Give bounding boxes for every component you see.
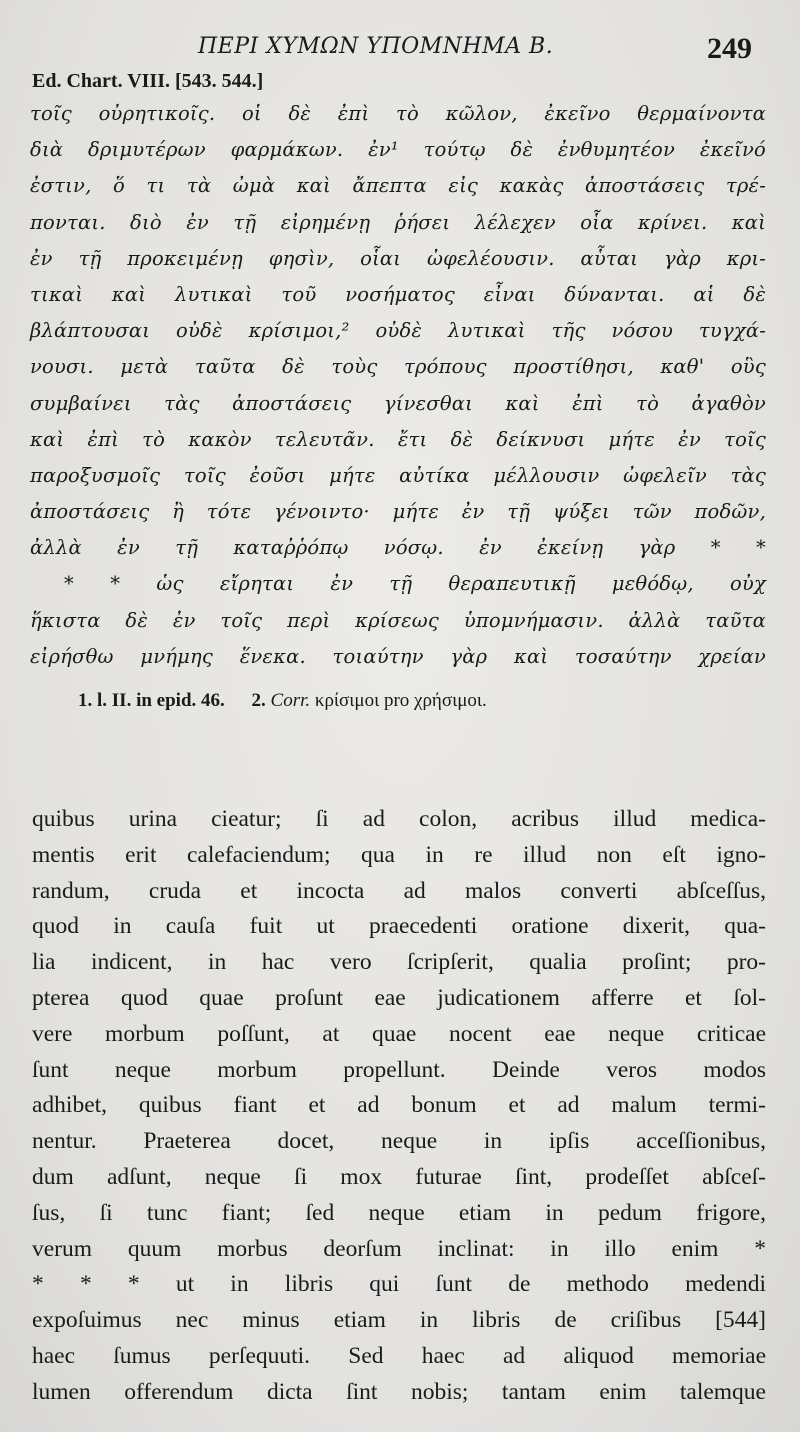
greek-line: νουσι. μετὰ ταῦτα δὲ τοὺς τρόπους προστίθησι, καθ' οὓς bbox=[30, 355, 766, 379]
greek-line: διὰ δριμυτέρων φαρμάκων. ἐν¹ τούτῳ δὲ ἐνθυμητέον ἐκεῖνό bbox=[30, 138, 766, 162]
greek-line: τικαὶ καὶ λυτικαὶ τοῦ νοσήματος εἶναι δύνανται. αἱ δὲ bbox=[30, 282, 766, 306]
latin-line: quibus urina cieatur; ſi ad colon, acribus illud medica- bbox=[32, 806, 766, 832]
running-title: ΠΕΡΙ ΧΥΜΩΝ ΥΠΟΜΝΗΜΑ Β. bbox=[198, 34, 554, 59]
latin-line: randum, cruda et incocta ad malos converti abſceſſus, bbox=[32, 877, 766, 904]
latin-text-block bbox=[32, 802, 766, 1411]
running-head bbox=[0, 28, 800, 68]
latin-line: ſus, ſi tunc fiant; ſed neque etiam in pedum frigore, bbox=[32, 1199, 766, 1226]
latin-line: haec ſumus perſequuti. Sed haec ad aliquod memoriae bbox=[32, 1342, 766, 1369]
latin-line: * * * ut in libris qui ſunt de methodo medendi bbox=[32, 1271, 766, 1298]
greek-line: ἥκιστα δὲ ἐν τοῖς περὶ κρίσεως ὑπομνήμασιν. ἀλλὰ ταῦτα bbox=[30, 608, 766, 632]
footnote-number: 2. bbox=[251, 690, 266, 711]
greek-line: ἀλλὰ ἐν τῇ καταῤῥόπῳ νόσῳ. ἐν ἐκείνῃ γὰρ * * bbox=[30, 536, 766, 560]
greek-line: καὶ ἐπὶ τὸ κακὸν τελευτᾶν. ἔτι δὲ δείκνυσι μήτε ἐν τοῖς bbox=[30, 427, 766, 451]
latin-line: pterea quod quae proſunt eae judicationem afferre et ſol- bbox=[32, 984, 766, 1011]
greek-line: παροξυσμοῖς τοῖς ἐοῦσι μήτε αὐτίκα μέλλουσιν ὠφελεῖν τὰς bbox=[30, 463, 766, 487]
footnote-1 bbox=[78, 690, 225, 712]
footnote-text: κρίσιμοι pro χρήσιμοι. bbox=[314, 690, 487, 711]
footnotes bbox=[78, 690, 509, 712]
edition-reference: Ed. Chart. VIII. [543. 544.] bbox=[32, 70, 264, 92]
latin-line: mentis erit calefaciendum; qua in re illud non eſt igno- bbox=[32, 841, 766, 868]
greek-text-block bbox=[30, 96, 766, 675]
greek-line: ἐν τῇ προκειμένῃ φησὶν, οἷαι ὠφελέουσιν. αὗται γὰρ κρι- bbox=[30, 246, 766, 270]
footnote-number: 1. bbox=[78, 690, 93, 711]
footnote-label: Corr. bbox=[270, 690, 311, 711]
page-number: 249 bbox=[707, 32, 752, 65]
latin-line: quod in cauſa fuit ut praecedenti oratione dixerit, qua- bbox=[32, 913, 766, 940]
greek-line: ἐστιν, ὅ τι τὰ ὠμὰ καὶ ἄπεπτα εἰς κακὰς ἀποστάσεις τρέ- bbox=[30, 174, 766, 198]
latin-line: lumen offerendum dicta ſint nobis; tantam enim talemque bbox=[32, 1378, 766, 1405]
footnote-2 bbox=[252, 690, 487, 712]
latin-line: dum adſunt, neque ſi mox futurae ſint, prodeſſet abſceſ- bbox=[32, 1163, 766, 1190]
latin-line: adhibet, quibus fiant et ad bonum et ad malum termi- bbox=[32, 1092, 766, 1119]
greek-line: βλάπτουσαι οὐδὲ κρίσιμοι,² οὐδὲ λυτικαὶ τῆς νόσου τυγχά- bbox=[30, 319, 766, 343]
latin-line: ſunt neque morbum propellunt. Deinde veros modos bbox=[32, 1056, 766, 1083]
greek-line: πονται. διὸ ἐν τῇ εἰρημένῃ ῥήσει λέλεχεν οἷα κρίνει. καὶ bbox=[30, 210, 766, 234]
footnote-text: l. II. in epid. 46. bbox=[97, 690, 225, 711]
greek-line: εἰρήσθω μνήμης ἕνεκα. τοιαύτην γὰρ καὶ τοσαύτην χρείαν bbox=[30, 644, 766, 668]
greek-line: τοῖς οὐρητικοῖς. οἱ δὲ ἐπὶ τὸ κῶλον, ἐκεῖνο θερμαίνοντα bbox=[30, 102, 766, 125]
latin-line: nentur. Praeterea docet, neque in ipſis acceſſionibus, bbox=[32, 1128, 766, 1155]
greek-line: συμβαίνει τὰς ἀποστάσεις γίνεσθαι καὶ ἐπὶ τὸ ἀγαθὸν bbox=[30, 391, 766, 415]
greek-line: * * ὡς εἴρηται ἐν τῇ θεραπευτικῇ μεθόδῳ, οὐχ bbox=[64, 572, 766, 596]
greek-line: ἀποστάσεις ἢ τότε γένοιντο· μήτε ἐν τῇ ψύξει τῶν ποδῶν, bbox=[30, 500, 766, 524]
latin-line: verum quum morbus deorſum inclinat: in illo enim * bbox=[32, 1235, 766, 1262]
latin-line: lia indicent, in hac vero ſcripſerit, qualia proſint; pro- bbox=[32, 949, 766, 976]
latin-line: vere morbum poſſunt, at quae nocent eae neque criticae bbox=[32, 1020, 766, 1047]
latin-line: expoſuimus nec minus etiam in libris de criſibus [544] bbox=[32, 1307, 766, 1334]
